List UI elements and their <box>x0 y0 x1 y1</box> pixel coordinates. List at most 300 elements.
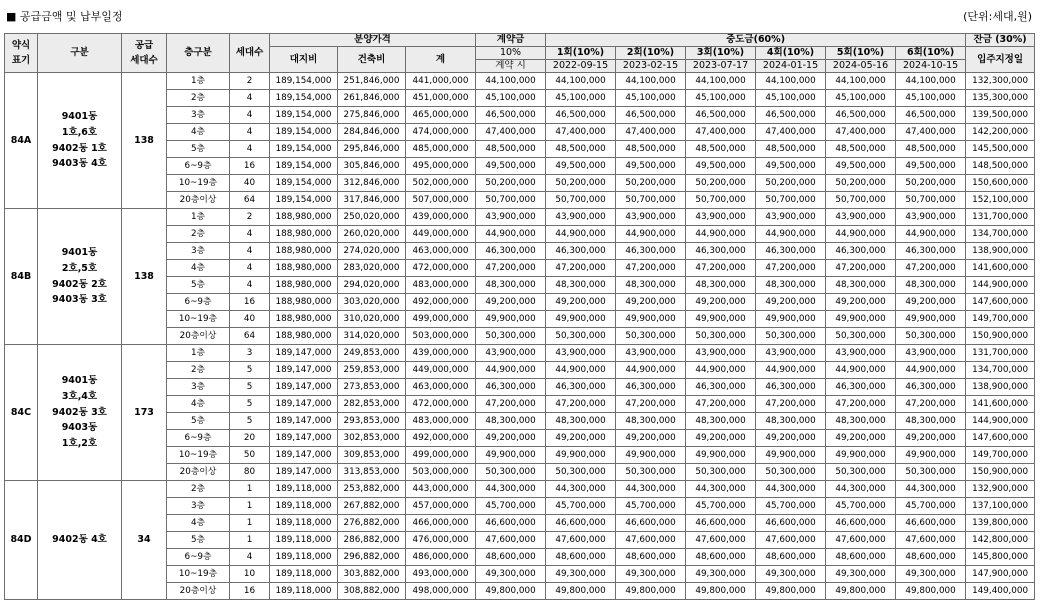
contract-cell: 44,900,000 <box>476 362 546 379</box>
middle-payment-4-cell: 49,900,000 <box>756 311 826 328</box>
middle-payment-5-cell: 49,300,000 <box>826 566 896 583</box>
col-land: 대지비 <box>270 47 338 73</box>
middle-payment-5-cell: 49,900,000 <box>826 447 896 464</box>
balance-cell: 149,400,000 <box>966 583 1035 600</box>
building-price-cell: 312,846,000 <box>338 175 406 192</box>
middle-payment-5-cell: 46,600,000 <box>826 515 896 532</box>
middle-payment-1-cell: 49,900,000 <box>546 311 616 328</box>
middle-payment-4-cell: 47,200,000 <box>756 260 826 277</box>
middle-payment-5-cell: 48,500,000 <box>826 141 896 158</box>
floor-cell: 20층이상 <box>167 328 230 345</box>
supply-price-table <box>4 33 1035 600</box>
middle-payment-2-cell: 47,400,000 <box>616 124 686 141</box>
col-middle-1-date: 2022-09-15 <box>546 60 616 73</box>
building-price-cell: 274,020,000 <box>338 243 406 260</box>
floor-cell: 3층 <box>167 498 230 515</box>
contract-cell: 48,300,000 <box>476 277 546 294</box>
households-cell: 50 <box>230 447 270 464</box>
middle-payment-2-cell: 47,600,000 <box>616 532 686 549</box>
land-price-cell: 189,147,000 <box>270 379 338 396</box>
unit-label: (단위:세대,원) <box>963 10 1032 23</box>
land-price-cell: 188,980,000 <box>270 209 338 226</box>
contract-cell: 48,500,000 <box>476 141 546 158</box>
middle-payment-4-cell: 46,300,000 <box>756 243 826 260</box>
middle-payment-6-cell: 50,300,000 <box>896 328 966 345</box>
land-price-cell: 189,118,000 <box>270 481 338 498</box>
middle-payment-4-cell: 50,300,000 <box>756 328 826 345</box>
table-row <box>5 209 1035 226</box>
middle-payment-5-cell: 43,900,000 <box>826 209 896 226</box>
middle-payment-1-cell: 46,300,000 <box>546 379 616 396</box>
middle-payment-6-cell: 47,600,000 <box>896 532 966 549</box>
middle-payment-1-cell: 44,900,000 <box>546 362 616 379</box>
building-section: 9401동 2호,5호 9402동 2호 9403동 3호 <box>38 209 122 345</box>
balance-cell: 132,300,000 <box>966 73 1035 90</box>
middle-payment-5-cell: 48,300,000 <box>826 413 896 430</box>
middle-payment-6-cell: 46,600,000 <box>896 515 966 532</box>
col-middle-6-date: 2024-10-15 <box>896 60 966 73</box>
middle-payment-4-cell: 49,200,000 <box>756 430 826 447</box>
total-price-cell: 441,000,000 <box>406 73 476 90</box>
middle-payment-3-cell: 48,600,000 <box>686 549 756 566</box>
middle-payment-5-cell: 45,700,000 <box>826 498 896 515</box>
middle-payment-3-cell: 44,900,000 <box>686 226 756 243</box>
contract-cell: 47,400,000 <box>476 124 546 141</box>
contract-cell: 49,900,000 <box>476 311 546 328</box>
middle-payment-2-cell: 46,300,000 <box>616 379 686 396</box>
households-cell: 10 <box>230 566 270 583</box>
middle-payment-6-cell: 44,900,000 <box>896 362 966 379</box>
households-cell: 40 <box>230 311 270 328</box>
middle-payment-1-cell: 49,200,000 <box>546 430 616 447</box>
middle-payment-2-cell: 49,500,000 <box>616 158 686 175</box>
floor-cell: 6~9층 <box>167 430 230 447</box>
contract-cell: 46,300,000 <box>476 379 546 396</box>
households-cell: 80 <box>230 464 270 481</box>
middle-payment-6-cell: 45,100,000 <box>896 90 966 107</box>
col-contract-pct: 10% <box>476 47 546 60</box>
middle-payment-1-cell: 46,300,000 <box>546 243 616 260</box>
building-price-cell: 317,846,000 <box>338 192 406 209</box>
land-price-cell: 189,154,000 <box>270 141 338 158</box>
middle-payment-6-cell: 50,300,000 <box>896 464 966 481</box>
middle-payment-3-cell: 48,500,000 <box>686 141 756 158</box>
middle-payment-2-cell: 43,900,000 <box>616 209 686 226</box>
floor-cell: 3층 <box>167 379 230 396</box>
middle-payment-5-cell: 47,600,000 <box>826 532 896 549</box>
total-price-cell: 465,000,000 <box>406 107 476 124</box>
land-price-cell: 188,980,000 <box>270 260 338 277</box>
total-price-cell: 451,000,000 <box>406 90 476 107</box>
floor-cell: 4층 <box>167 260 230 277</box>
middle-payment-3-cell: 46,600,000 <box>686 515 756 532</box>
building-price-cell: 275,846,000 <box>338 107 406 124</box>
balance-cell: 150,600,000 <box>966 175 1035 192</box>
floor-cell: 3층 <box>167 107 230 124</box>
middle-payment-6-cell: 49,500,000 <box>896 158 966 175</box>
middle-payment-6-cell: 44,100,000 <box>896 73 966 90</box>
middle-payment-4-cell: 44,300,000 <box>756 481 826 498</box>
unit-type-code: 84B <box>5 209 38 345</box>
land-price-cell: 189,147,000 <box>270 430 338 447</box>
balance-cell: 144,900,000 <box>966 277 1035 294</box>
middle-payment-6-cell: 44,300,000 <box>896 481 966 498</box>
floor-cell: 1층 <box>167 209 230 226</box>
total-price-cell: 499,000,000 <box>406 311 476 328</box>
middle-payment-1-cell: 47,200,000 <box>546 260 616 277</box>
middle-payment-5-cell: 44,900,000 <box>826 226 896 243</box>
households-cell: 5 <box>230 396 270 413</box>
middle-payment-5-cell: 44,300,000 <box>826 481 896 498</box>
middle-payment-6-cell: 47,400,000 <box>896 124 966 141</box>
middle-payment-6-cell: 49,900,000 <box>896 311 966 328</box>
middle-payment-3-cell: 44,900,000 <box>686 362 756 379</box>
balance-cell: 132,900,000 <box>966 481 1035 498</box>
land-price-cell: 189,118,000 <box>270 498 338 515</box>
middle-payment-4-cell: 44,900,000 <box>756 362 826 379</box>
balance-cell: 150,900,000 <box>966 328 1035 345</box>
contract-cell: 45,100,000 <box>476 90 546 107</box>
total-price-cell: 499,000,000 <box>406 447 476 464</box>
balance-cell: 142,800,000 <box>966 532 1035 549</box>
floor-cell: 10~19층 <box>167 175 230 192</box>
middle-payment-1-cell: 45,700,000 <box>546 498 616 515</box>
contract-cell: 49,200,000 <box>476 430 546 447</box>
floor-cell: 6~9층 <box>167 158 230 175</box>
households-cell: 64 <box>230 328 270 345</box>
middle-payment-4-cell: 49,500,000 <box>756 158 826 175</box>
middle-payment-2-cell: 44,900,000 <box>616 362 686 379</box>
middle-payment-5-cell: 48,300,000 <box>826 277 896 294</box>
total-price-cell: 449,000,000 <box>406 362 476 379</box>
building-price-cell: 309,853,000 <box>338 447 406 464</box>
middle-payment-1-cell: 46,500,000 <box>546 107 616 124</box>
contract-cell: 48,600,000 <box>476 549 546 566</box>
middle-payment-3-cell: 50,300,000 <box>686 328 756 345</box>
total-price-cell: 492,000,000 <box>406 430 476 447</box>
supply-count: 173 <box>122 345 167 481</box>
supply-count: 138 <box>122 73 167 209</box>
col-total: 계 <box>406 47 476 73</box>
total-price-cell: 463,000,000 <box>406 379 476 396</box>
middle-payment-4-cell: 49,300,000 <box>756 566 826 583</box>
building-price-cell: 251,846,000 <box>338 73 406 90</box>
floor-cell: 10~19층 <box>167 311 230 328</box>
balance-cell: 147,900,000 <box>966 566 1035 583</box>
middle-payment-2-cell: 48,300,000 <box>616 277 686 294</box>
households-cell: 4 <box>230 243 270 260</box>
floor-cell: 1층 <box>167 73 230 90</box>
floor-cell: 3층 <box>167 243 230 260</box>
balance-cell: 152,100,000 <box>966 192 1035 209</box>
total-price-cell: 486,000,000 <box>406 549 476 566</box>
middle-payment-4-cell: 46,300,000 <box>756 379 826 396</box>
land-price-cell: 188,980,000 <box>270 328 338 345</box>
col-contract-group: 계약금 <box>476 34 546 47</box>
building-price-cell: 282,853,000 <box>338 396 406 413</box>
middle-payment-2-cell: 47,200,000 <box>616 260 686 277</box>
total-price-cell: 449,000,000 <box>406 226 476 243</box>
contract-cell: 45,700,000 <box>476 498 546 515</box>
land-price-cell: 189,147,000 <box>270 396 338 413</box>
floor-cell: 10~19층 <box>167 566 230 583</box>
contract-cell: 46,300,000 <box>476 243 546 260</box>
contract-cell: 43,900,000 <box>476 209 546 226</box>
middle-payment-2-cell: 44,100,000 <box>616 73 686 90</box>
balance-cell: 139,500,000 <box>966 107 1035 124</box>
balance-cell: 141,600,000 <box>966 260 1035 277</box>
middle-payment-6-cell: 49,800,000 <box>896 583 966 600</box>
middle-payment-1-cell: 50,300,000 <box>546 464 616 481</box>
middle-payment-5-cell: 44,900,000 <box>826 362 896 379</box>
land-price-cell: 189,118,000 <box>270 549 338 566</box>
middle-payment-4-cell: 45,700,000 <box>756 498 826 515</box>
middle-payment-3-cell: 45,100,000 <box>686 90 756 107</box>
middle-payment-1-cell: 44,900,000 <box>546 226 616 243</box>
land-price-cell: 189,154,000 <box>270 158 338 175</box>
middle-payment-2-cell: 47,200,000 <box>616 396 686 413</box>
col-balance-when: 입주지정일 <box>966 47 1035 73</box>
middle-payment-2-cell: 45,100,000 <box>616 90 686 107</box>
middle-payment-5-cell: 44,100,000 <box>826 73 896 90</box>
middle-payment-6-cell: 43,900,000 <box>896 209 966 226</box>
floor-cell: 20층이상 <box>167 192 230 209</box>
land-price-cell: 189,147,000 <box>270 413 338 430</box>
table-row <box>5 345 1035 362</box>
building-price-cell: 293,853,000 <box>338 413 406 430</box>
balance-cell: 141,600,000 <box>966 396 1035 413</box>
middle-payment-1-cell: 44,300,000 <box>546 481 616 498</box>
households-cell: 4 <box>230 260 270 277</box>
total-price-cell: 466,000,000 <box>406 515 476 532</box>
middle-payment-2-cell: 50,300,000 <box>616 328 686 345</box>
contract-cell: 47,200,000 <box>476 260 546 277</box>
households-cell: 5 <box>230 362 270 379</box>
building-price-cell: 261,846,000 <box>338 90 406 107</box>
floor-cell: 2층 <box>167 226 230 243</box>
middle-payment-6-cell: 45,700,000 <box>896 498 966 515</box>
contract-cell: 50,200,000 <box>476 175 546 192</box>
floor-cell: 4층 <box>167 124 230 141</box>
building-price-cell: 313,853,000 <box>338 464 406 481</box>
middle-payment-4-cell: 50,700,000 <box>756 192 826 209</box>
col-middle-2: 2회(10%) <box>616 47 686 60</box>
middle-payment-4-cell: 49,800,000 <box>756 583 826 600</box>
col-middle-4: 4회(10%) <box>756 47 826 60</box>
col-supply: 공급 세대수 <box>122 34 167 73</box>
col-floor: 층구분 <box>167 34 230 73</box>
total-price-cell: 503,000,000 <box>406 328 476 345</box>
total-price-cell: 472,000,000 <box>406 396 476 413</box>
middle-payment-4-cell: 46,600,000 <box>756 515 826 532</box>
contract-cell: 44,100,000 <box>476 73 546 90</box>
middle-payment-1-cell: 43,900,000 <box>546 209 616 226</box>
contract-cell: 49,200,000 <box>476 294 546 311</box>
middle-payment-5-cell: 46,500,000 <box>826 107 896 124</box>
building-section: 9402동 4호 <box>38 481 122 600</box>
contract-cell: 49,500,000 <box>476 158 546 175</box>
floor-cell: 4층 <box>167 396 230 413</box>
middle-payment-2-cell: 49,200,000 <box>616 430 686 447</box>
balance-cell: 147,600,000 <box>966 430 1035 447</box>
middle-payment-1-cell: 45,100,000 <box>546 90 616 107</box>
total-price-cell: 457,000,000 <box>406 498 476 515</box>
households-cell: 4 <box>230 226 270 243</box>
middle-payment-1-cell: 49,200,000 <box>546 294 616 311</box>
balance-cell: 134,700,000 <box>966 362 1035 379</box>
middle-payment-5-cell: 43,900,000 <box>826 345 896 362</box>
middle-payment-6-cell: 46,300,000 <box>896 243 966 260</box>
floor-cell: 20층이상 <box>167 464 230 481</box>
middle-payment-2-cell: 46,600,000 <box>616 515 686 532</box>
middle-payment-2-cell: 44,900,000 <box>616 226 686 243</box>
middle-payment-2-cell: 50,300,000 <box>616 464 686 481</box>
contract-cell: 44,300,000 <box>476 481 546 498</box>
col-households: 세대수 <box>230 34 270 73</box>
households-cell: 40 <box>230 175 270 192</box>
middle-payment-1-cell: 48,500,000 <box>546 141 616 158</box>
middle-payment-6-cell: 49,300,000 <box>896 566 966 583</box>
middle-payment-4-cell: 48,300,000 <box>756 413 826 430</box>
middle-payment-1-cell: 50,200,000 <box>546 175 616 192</box>
middle-payment-3-cell: 47,200,000 <box>686 396 756 413</box>
middle-payment-6-cell: 50,700,000 <box>896 192 966 209</box>
middle-payment-4-cell: 47,400,000 <box>756 124 826 141</box>
middle-payment-6-cell: 44,900,000 <box>896 226 966 243</box>
contract-cell: 46,600,000 <box>476 515 546 532</box>
middle-payment-6-cell: 46,500,000 <box>896 107 966 124</box>
col-building: 건축비 <box>338 47 406 73</box>
middle-payment-6-cell: 47,200,000 <box>896 396 966 413</box>
middle-payment-5-cell: 46,300,000 <box>826 243 896 260</box>
middle-payment-2-cell: 46,300,000 <box>616 243 686 260</box>
balance-cell: 131,700,000 <box>966 209 1035 226</box>
middle-payment-5-cell: 47,200,000 <box>826 260 896 277</box>
building-price-cell: 253,882,000 <box>338 481 406 498</box>
col-price-group: 분양가격 <box>270 34 476 47</box>
middle-payment-5-cell: 49,900,000 <box>826 311 896 328</box>
floor-cell: 20층이상 <box>167 583 230 600</box>
building-section: 9401동 3호,4호 9402동 3호 9403동 1호,2호 <box>38 345 122 481</box>
households-cell: 2 <box>230 209 270 226</box>
building-price-cell: 294,020,000 <box>338 277 406 294</box>
households-cell: 4 <box>230 549 270 566</box>
middle-payment-3-cell: 49,200,000 <box>686 430 756 447</box>
land-price-cell: 189,154,000 <box>270 124 338 141</box>
land-price-cell: 189,154,000 <box>270 175 338 192</box>
middle-payment-3-cell: 49,900,000 <box>686 447 756 464</box>
contract-cell: 50,300,000 <box>476 464 546 481</box>
total-price-cell: 495,000,000 <box>406 158 476 175</box>
building-price-cell: 283,020,000 <box>338 260 406 277</box>
contract-cell: 50,300,000 <box>476 328 546 345</box>
total-price-cell: 443,000,000 <box>406 481 476 498</box>
middle-payment-6-cell: 46,300,000 <box>896 379 966 396</box>
middle-payment-3-cell: 43,900,000 <box>686 209 756 226</box>
households-cell: 1 <box>230 481 270 498</box>
balance-cell: 142,200,000 <box>966 124 1035 141</box>
middle-payment-1-cell: 50,700,000 <box>546 192 616 209</box>
building-price-cell: 302,853,000 <box>338 430 406 447</box>
floor-cell: 5층 <box>167 532 230 549</box>
land-price-cell: 189,118,000 <box>270 566 338 583</box>
middle-payment-3-cell: 48,300,000 <box>686 277 756 294</box>
balance-cell: 144,900,000 <box>966 413 1035 430</box>
balance-cell: 149,700,000 <box>966 447 1035 464</box>
middle-payment-1-cell: 47,400,000 <box>546 124 616 141</box>
middle-payment-3-cell: 43,900,000 <box>686 345 756 362</box>
middle-payment-5-cell: 47,400,000 <box>826 124 896 141</box>
middle-payment-2-cell: 50,700,000 <box>616 192 686 209</box>
middle-payment-4-cell: 49,900,000 <box>756 447 826 464</box>
middle-payment-5-cell: 46,300,000 <box>826 379 896 396</box>
col-middle-3: 3회(10%) <box>686 47 756 60</box>
col-middle-3-date: 2023-07-17 <box>686 60 756 73</box>
middle-payment-1-cell: 49,300,000 <box>546 566 616 583</box>
middle-payment-4-cell: 45,100,000 <box>756 90 826 107</box>
building-price-cell: 286,882,000 <box>338 532 406 549</box>
contract-cell: 48,300,000 <box>476 413 546 430</box>
col-middle-5-date: 2024-05-16 <box>826 60 896 73</box>
middle-payment-5-cell: 49,200,000 <box>826 430 896 447</box>
contract-cell: 46,500,000 <box>476 107 546 124</box>
balance-cell: 145,800,000 <box>966 549 1035 566</box>
middle-payment-2-cell: 49,300,000 <box>616 566 686 583</box>
middle-payment-4-cell: 47,200,000 <box>756 396 826 413</box>
balance-cell: 138,900,000 <box>966 243 1035 260</box>
balance-cell: 149,700,000 <box>966 311 1035 328</box>
land-price-cell: 189,154,000 <box>270 90 338 107</box>
building-price-cell: 273,853,000 <box>338 379 406 396</box>
middle-payment-4-cell: 44,100,000 <box>756 73 826 90</box>
middle-payment-4-cell: 47,600,000 <box>756 532 826 549</box>
land-price-cell: 189,154,000 <box>270 192 338 209</box>
table-row <box>5 481 1035 498</box>
middle-payment-5-cell: 50,700,000 <box>826 192 896 209</box>
middle-payment-1-cell: 49,500,000 <box>546 158 616 175</box>
households-cell: 5 <box>230 379 270 396</box>
contract-cell: 49,300,000 <box>476 566 546 583</box>
building-price-cell: 267,882,000 <box>338 498 406 515</box>
land-price-cell: 189,118,000 <box>270 532 338 549</box>
middle-payment-3-cell: 49,500,000 <box>686 158 756 175</box>
households-cell: 64 <box>230 192 270 209</box>
middle-payment-5-cell: 48,600,000 <box>826 549 896 566</box>
middle-payment-3-cell: 45,700,000 <box>686 498 756 515</box>
col-middle-group: 중도금(60%) <box>546 34 966 47</box>
contract-cell: 47,600,000 <box>476 532 546 549</box>
households-cell: 4 <box>230 277 270 294</box>
table-row <box>5 73 1035 90</box>
middle-payment-2-cell: 49,800,000 <box>616 583 686 600</box>
col-type: 약식 표기 <box>5 34 38 73</box>
land-price-cell: 188,980,000 <box>270 277 338 294</box>
middle-payment-6-cell: 49,900,000 <box>896 447 966 464</box>
balance-cell: 134,700,000 <box>966 226 1035 243</box>
households-cell: 4 <box>230 90 270 107</box>
contract-cell: 47,200,000 <box>476 396 546 413</box>
land-price-cell: 189,147,000 <box>270 464 338 481</box>
middle-payment-2-cell: 48,600,000 <box>616 549 686 566</box>
middle-payment-2-cell: 45,700,000 <box>616 498 686 515</box>
land-price-cell: 189,154,000 <box>270 73 338 90</box>
middle-payment-4-cell: 43,900,000 <box>756 209 826 226</box>
land-price-cell: 188,980,000 <box>270 311 338 328</box>
balance-cell: 148,500,000 <box>966 158 1035 175</box>
building-price-cell: 284,846,000 <box>338 124 406 141</box>
floor-cell: 2층 <box>167 362 230 379</box>
middle-payment-3-cell: 46,500,000 <box>686 107 756 124</box>
